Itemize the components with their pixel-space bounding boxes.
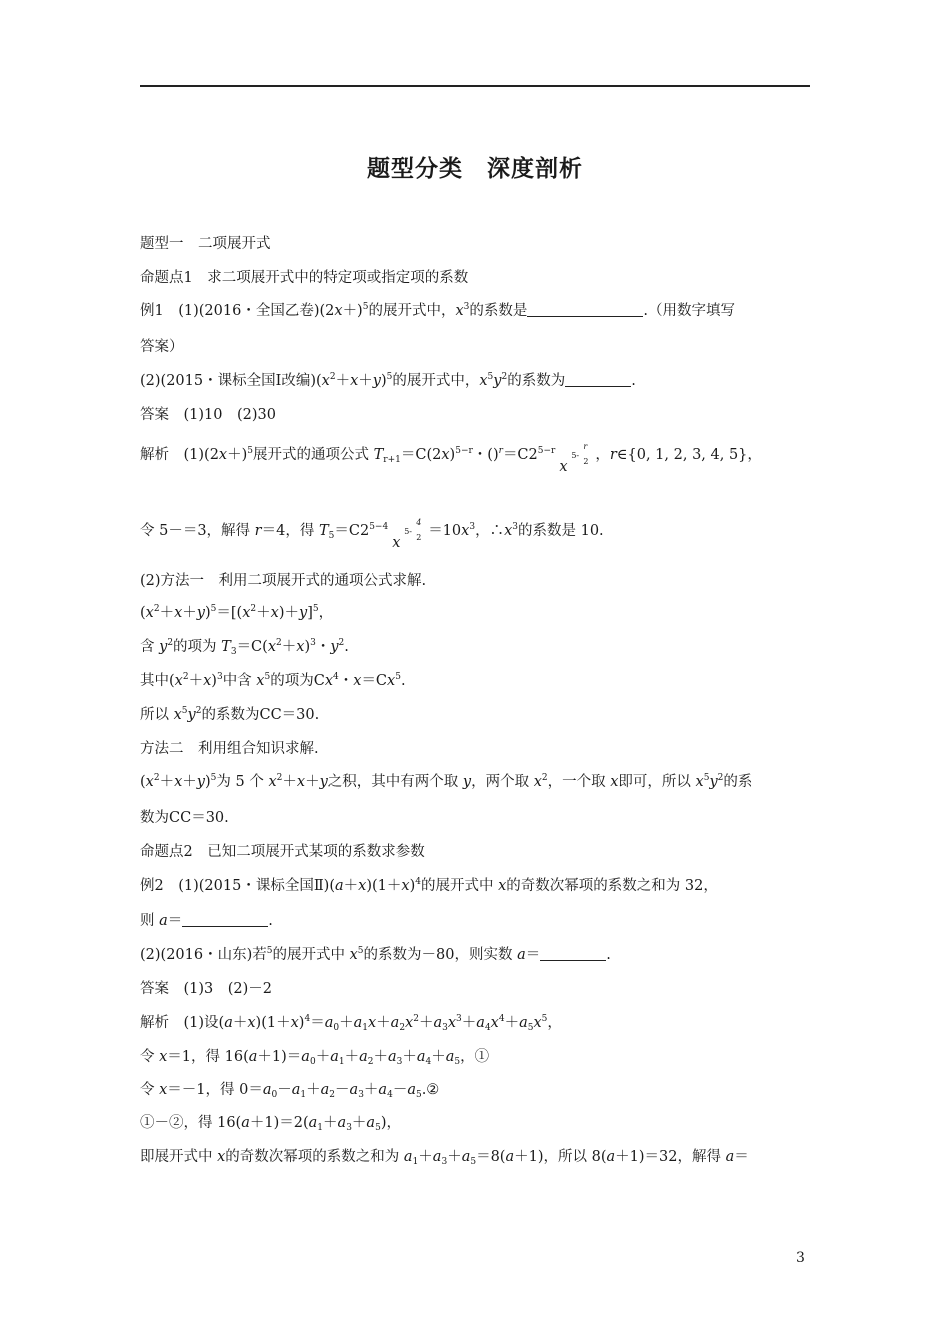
solution-2-line-4: ①－②，得 $16(a+1)=2(a_1+a_3+a_5)$， xyxy=(140,1115,401,1133)
page-number: 3 xyxy=(796,1250,805,1266)
method-1-title: (2)方法一 利用二项展开式的通项公式求解. xyxy=(140,573,427,589)
method-2-title: 方法二 利用组合知识求解. xyxy=(140,741,319,757)
example-1-part-2: (2)(2015・课标全国Ⅰ改编)$(x^2+x+y)^5$的展开式中，$x^5y^2$的系数为 . xyxy=(140,372,636,389)
solution-1-line-2: 令 5－＝3，解得 r＝4，得 $T_5=C2^{5-4}$ x 5- 4 2 $=10x^3$，$\therefore x^3$的系数是 10. xyxy=(140,518,604,551)
solution-2-line-5: 即展开式中 x的奇数次幂项的系数之和为 $a_1+a_3+a_5=8(a+1)$，所以 8(a＋1)＝32，解得 a＝ xyxy=(140,1149,749,1167)
method-1-line-3: 其中$(x^2+x)^3$中含 $x^5$的项为Cx$^4$・$x=Cx^5$. xyxy=(140,672,406,689)
answer-blank xyxy=(565,372,631,387)
method-2-line-2: 数为CC＝30. xyxy=(140,810,229,826)
answer-blank xyxy=(527,302,643,317)
method-1-line-4: 所以 $x^5y^2$的系数为CC＝30. xyxy=(140,706,320,723)
example-2-part-1: 例2 (1)(2015・课标全国$Ⅱ)(a+x)(1+x)^4$的展开式中 x的奇数次幂项的系数之和为 32， xyxy=(140,877,718,894)
solution-2-line-1: 解析 (1)设$(a+x)(1+x)^4=a_0+a_1x+a_2x^2+a_3x^3+a_4x^4+a_5x^5$， xyxy=(140,1014,562,1033)
proposition-point-1: 命题点1 求二项展开式中的特定项或指定项的系数 xyxy=(140,270,469,286)
page-title: 题型分类 深度剖析 xyxy=(367,156,583,182)
example-1-part-1-cont: 答案） xyxy=(140,339,184,355)
proposition-point-2: 命题点2 已知二项展开式某项的系数求参数 xyxy=(140,844,425,860)
solution-1-line-1: 解析 $(1)(2x+)^5$展开式的通项公式 $T_{r+1}=C(2x)^{5-r}$・$()^r=C2^{5-r}$ x 5- r 2 ，r∈{0, 1, 2, 3, 4, 5}， xyxy=(140,442,762,475)
answer-2: 答案 (1)3 (2)－2 xyxy=(140,981,273,997)
solution-2-line-3: 令 x＝－1，得 $0=a_0-a_1+a_2-a_3+a_4-a_5.②$ xyxy=(140,1082,440,1100)
exponent-expression: x 5- r 2 xyxy=(559,442,589,475)
method-1-line-1: $(x^2+x+y)^5=[(x^2+x)+y]^5$， xyxy=(140,604,334,621)
header-rule xyxy=(140,85,810,87)
answer-blank xyxy=(540,946,606,961)
section-heading: 题型一 二项展开式 xyxy=(140,236,271,252)
answer-1: 答案 (1)10 (2)30 xyxy=(140,407,276,423)
example-2-part-1-cont: 则 a＝ . xyxy=(140,913,273,929)
example-2-part-2: (2)(2016・山东)若$^5$的展开式中 $x^5$的系数为－80，则实数 a＝ . xyxy=(140,946,611,963)
method-2-line-1: $(x^2+x+y)^5$为 5 个 $x^2+x+y$之积，其中有两个取 y，两个取 $x^2$，一个取 x即可，所以 $x^5y^2$的系 xyxy=(140,773,753,790)
answer-blank xyxy=(182,912,268,927)
method-1-line-2: 含 $y^2$的项为 $T_3=C(x^2+x)^3$・$y^2$. xyxy=(140,638,349,657)
example-1-part-1: 例1 (1)(2016・全国乙卷)$(2x+)^5$的展开式中，$x^3$的系数是 .（用数字填写 xyxy=(140,302,735,319)
exponent-expression: x 5- 4 2 xyxy=(392,518,422,551)
solution-2-line-2: 令 x＝1，得 $16(a+1)=a_0+a_1+a_2+a_3+a_4+a_5$，① xyxy=(140,1049,490,1067)
